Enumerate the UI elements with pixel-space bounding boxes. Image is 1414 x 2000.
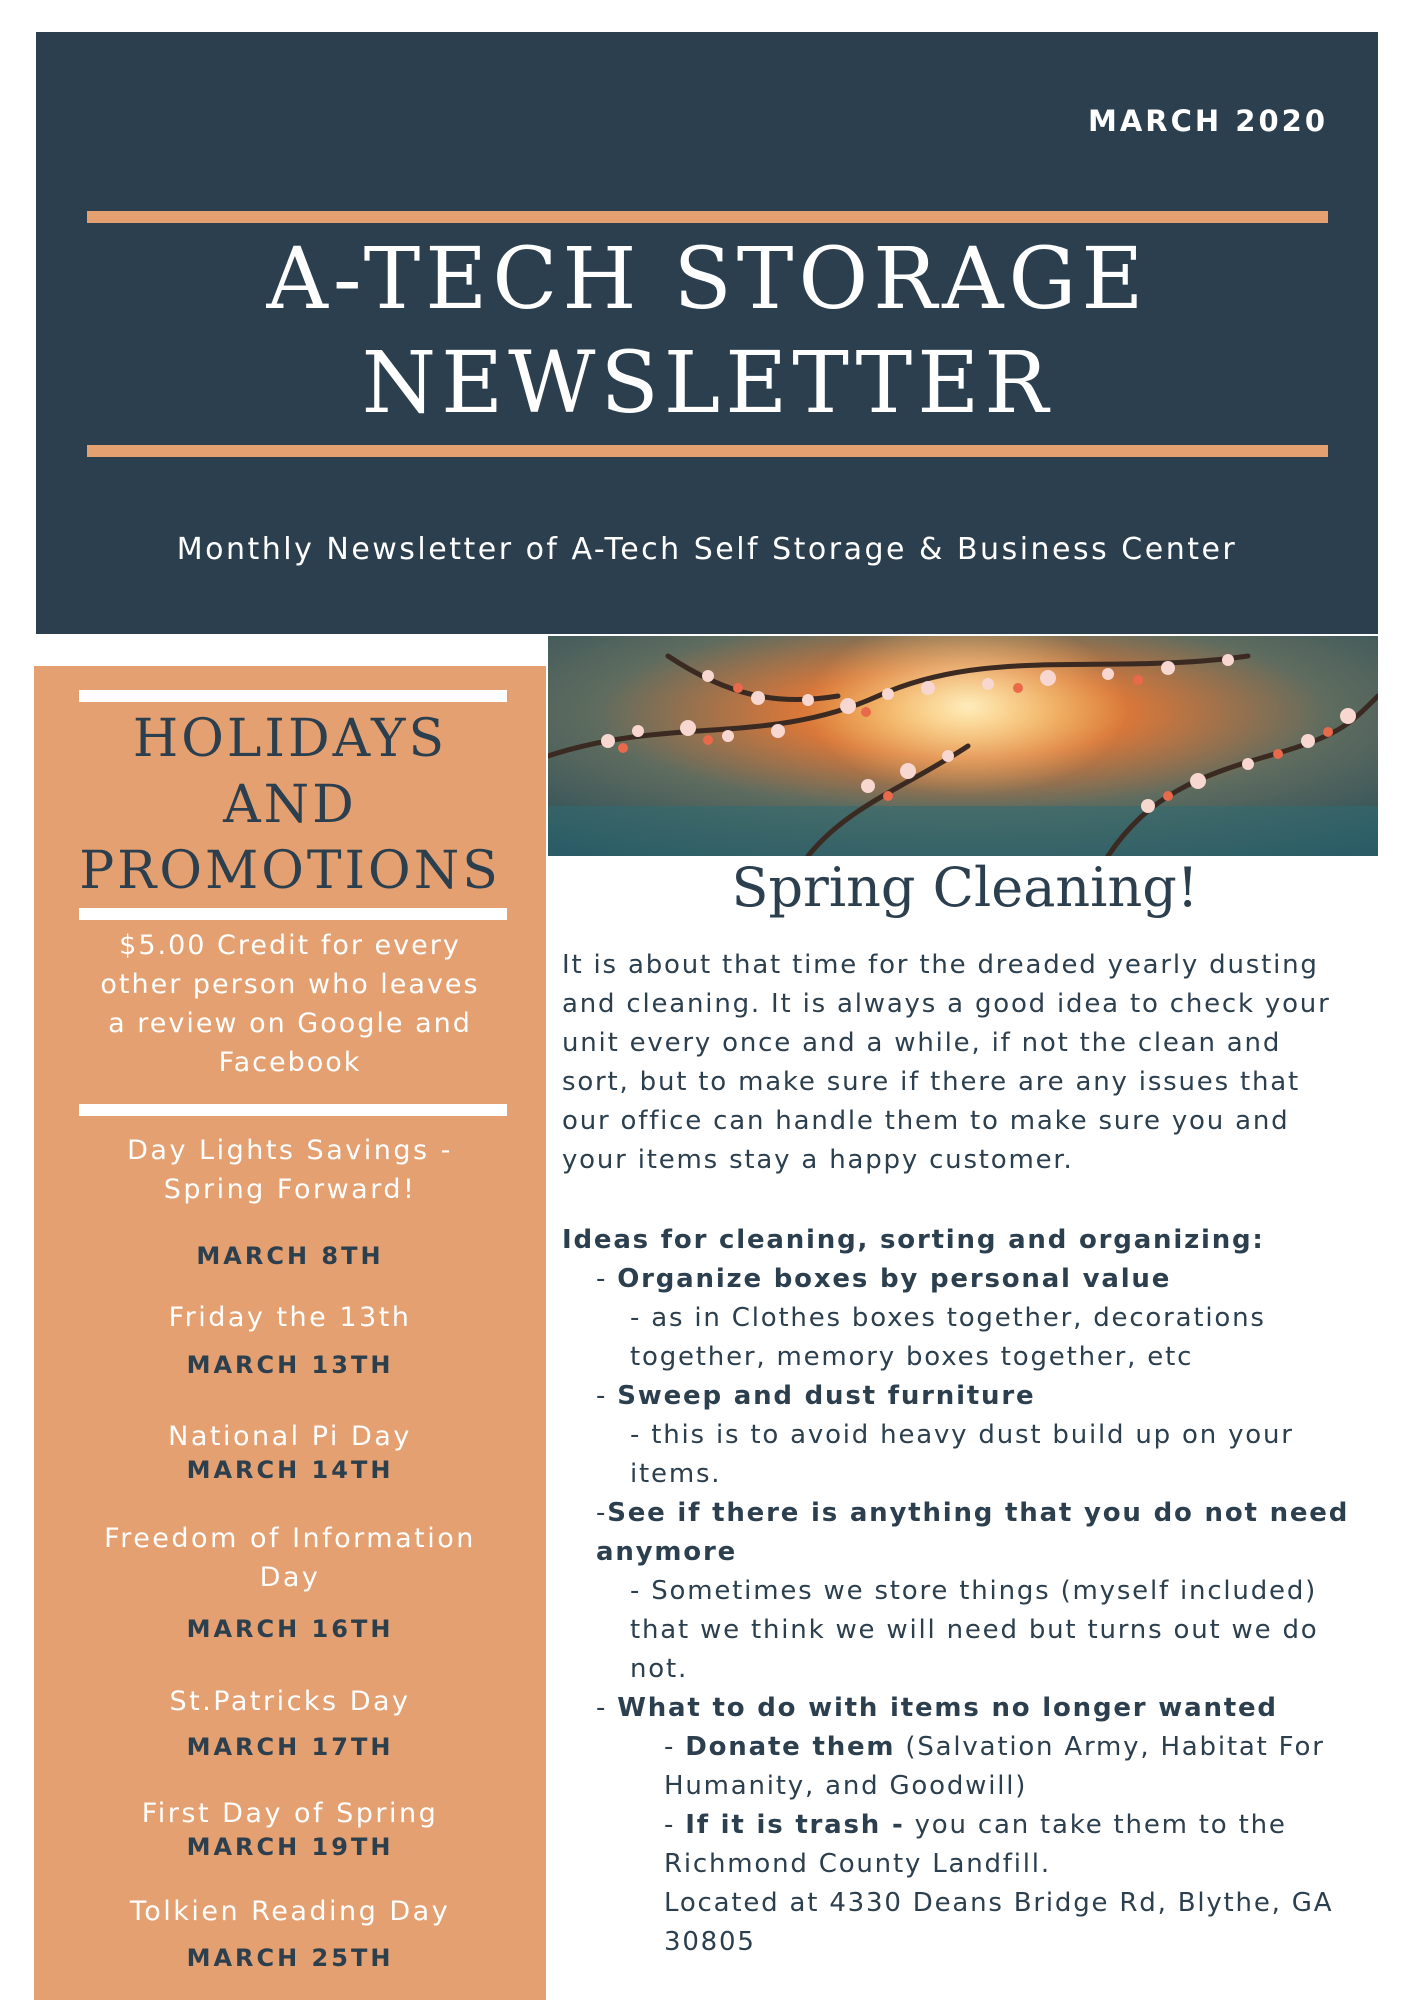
event-name: National Pi Day — [168, 1421, 412, 1452]
idea-title: Organize boxes by personal value — [617, 1264, 1172, 1294]
intro-line: unit every once and a while, if not the clean and — [562, 1028, 1282, 1058]
landfill-address: Located at 4330 Deans Bridge Rd, Blythe, GA — [664, 1888, 1334, 1918]
idea-title-continued: anymore — [596, 1537, 738, 1567]
event-name-line: Day Lights Savings - — [127, 1135, 453, 1166]
event-date: MARCH 13TH — [186, 1351, 394, 1379]
intro-line: and cleaning. It is always a good idea to check your — [562, 989, 1331, 1019]
sidebar-heading-line-3: PROMOTIONS — [79, 841, 501, 901]
sidebar-heading-line-2: AND — [223, 775, 357, 835]
event-date: MARCH 17TH — [186, 1733, 394, 1761]
event-name-line: Day — [259, 1562, 321, 1593]
trash-text-continued: Richmond County Landfill. — [664, 1849, 1051, 1879]
donate-line: - Donate them (Salvation Army, Habitat For — [664, 1732, 1325, 1762]
intro-line: your items stay a happy customer. — [562, 1145, 1074, 1175]
newsletter-header — [36, 32, 1378, 634]
newsletter-title — [87, 228, 1328, 436]
article-intro — [562, 946, 1372, 1180]
newsletter-subtitle: Monthly Newsletter of A-Tech Self Storage & Business Center — [176, 532, 1238, 567]
article-title: Spring Cleaning! — [731, 856, 1199, 919]
event-name: Tolkien Reading Day — [129, 1896, 451, 1927]
promo-line: Facebook — [218, 1047, 362, 1078]
event-name-line: Spring Forward! — [163, 1174, 417, 1205]
header-rule-top — [87, 211, 1328, 223]
cherry-blossom-photo — [548, 636, 1378, 856]
review-promotion — [54, 926, 526, 1082]
trash-label: If it is trash - — [685, 1810, 905, 1840]
donate-text-continued: Humanity, and Goodwill) — [664, 1771, 1028, 1801]
title-line-2: NEWSLETTER — [361, 334, 1054, 433]
idea-detail: together, memory boxes together, etc — [630, 1342, 1194, 1372]
idea-detail: items. — [630, 1459, 722, 1489]
sidebar-divider — [79, 690, 507, 702]
promo-line: other person who leaves — [100, 969, 480, 1000]
intro-line: sort, but to make sure if there are any issues that — [562, 1067, 1300, 1097]
event-name: First Day of Spring — [141, 1798, 439, 1829]
title-line-1: A-TECH STORAGE — [266, 230, 1149, 329]
landfill-zip: 30805 — [664, 1927, 756, 1957]
sidebar-heading — [54, 706, 526, 904]
ideas-heading: Ideas for cleaning, sorting and organizing: — [562, 1225, 1265, 1255]
blossom-illustration — [548, 636, 1378, 856]
donate-text: (Salvation Army, Habitat For — [905, 1732, 1325, 1762]
event-date: MARCH 25TH — [186, 1944, 394, 1972]
event-date: MARCH 14TH — [186, 1456, 394, 1484]
event-name — [54, 1519, 526, 1597]
event-date: MARCH 19TH — [186, 1833, 394, 1861]
sidebar-heading-line-1: HOLIDAYS — [132, 709, 448, 769]
issue-date: MARCH 2020 — [1088, 104, 1328, 138]
event-name-line: Freedom of Information — [104, 1523, 476, 1554]
trash-text: you can take them to the — [914, 1810, 1287, 1840]
promo-line: $5.00 Credit for every — [119, 930, 461, 961]
event-name — [54, 1131, 526, 1209]
idea-detail: not. — [630, 1654, 689, 1684]
sidebar-divider — [79, 1104, 507, 1116]
idea-title: What to do with items no longer wanted — [617, 1693, 1278, 1723]
intro-line: It is about that time for the dreaded yearly dusting — [562, 950, 1319, 980]
event-name: Friday the 13th — [168, 1302, 412, 1333]
idea-title: See if there is anything that you do not need — [607, 1498, 1350, 1528]
event-name: St.Patricks Day — [169, 1686, 411, 1717]
idea-item: - Sweep and dust furniture — [596, 1381, 1036, 1411]
intro-line: our office can handle them to make sure you and — [562, 1106, 1290, 1136]
event-date: MARCH 8TH — [196, 1242, 384, 1270]
cleaning-ideas-list — [562, 1221, 1372, 1962]
holidays-sidebar — [34, 666, 546, 2000]
trash-line: - If it is trash - you can take them to the — [664, 1810, 1287, 1840]
idea-detail: - this is to avoid heavy dust build up on your — [630, 1420, 1294, 1450]
header-rule-bottom — [87, 445, 1328, 457]
idea-detail: - Sometimes we store things (myself included) — [630, 1576, 1318, 1606]
donate-label: Donate them — [685, 1732, 896, 1762]
promo-line: a review on Google and — [108, 1008, 472, 1039]
event-date: MARCH 16TH — [186, 1615, 394, 1643]
idea-title: Sweep and dust furniture — [617, 1381, 1036, 1411]
idea-item: - Organize boxes by personal value — [596, 1264, 1172, 1294]
idea-item: -See if there is anything that you do not need — [596, 1498, 1350, 1528]
idea-detail: - as in Clothes boxes together, decorations — [630, 1303, 1266, 1333]
idea-item: - What to do with items no longer wanted — [596, 1693, 1278, 1723]
idea-detail: that we think we will need but turns out we do — [630, 1615, 1319, 1645]
sidebar-divider — [79, 908, 507, 920]
